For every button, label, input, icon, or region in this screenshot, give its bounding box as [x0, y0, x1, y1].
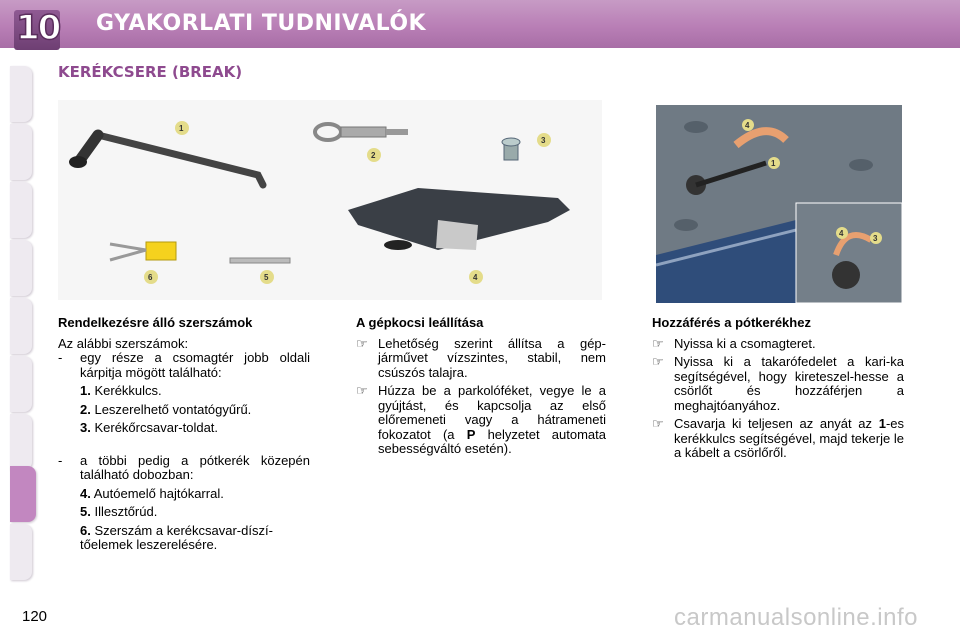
parking-step: ☞ Húzza be a parkolóféket, vegye le a gyújtást, és kapcsolja az első előremeneti vagy a hátrameneti fokozatot (a P helyzetet automata sebességváltó esetén).	[356, 383, 606, 456]
towing-eye-drawing	[315, 124, 408, 140]
callout-6: 6	[148, 273, 153, 282]
trunk-floor-illustration	[656, 105, 902, 303]
callout-4b: 4	[839, 229, 844, 238]
chapter-tab[interactable]	[10, 356, 32, 412]
page-number: 120	[22, 608, 48, 625]
pointing-hand-icon: ☞	[652, 354, 664, 369]
tools-group-1: - egy része a csomagtér jobb oldali kárpitja mögött található:	[58, 350, 310, 380]
callout-2: 2	[371, 151, 376, 160]
tools-heading: Rendelkezésre álló szerszámok	[58, 315, 253, 330]
callout-3: 3	[541, 136, 546, 145]
pointing-hand-icon: ☞	[356, 335, 368, 351]
rod-drawing	[230, 258, 290, 263]
trim-tool-drawing	[110, 242, 176, 260]
chapter-tabs	[0, 66, 34, 576]
chapter-title: GYAKORLATI TUDNIVALÓK	[96, 11, 427, 36]
pointing-hand-icon: ☞	[652, 416, 664, 431]
tool-item: 4. Autóemelő hajtókarral.	[80, 485, 224, 501]
tool-item: 3. Kerékőrcsavar-toldat.	[80, 420, 219, 435]
tool-item: 6. Szerszám a kerékcsavar-díszí-tőelemek leszerelésére.	[80, 522, 273, 552]
callout-1: 1	[771, 159, 776, 168]
callout-3: 3	[873, 234, 878, 243]
tool-item: 5. Illesztőrúd.	[80, 504, 158, 519]
tool-item: 1. Kerékkulcs.	[80, 383, 162, 398]
chapter-tab[interactable]	[10, 182, 32, 238]
tools-column	[58, 316, 310, 553]
spare-wheel-heading: Hozzáférés a pótkerékhez	[652, 315, 811, 330]
callout-4: 4	[745, 121, 750, 130]
tools-group-2: - a többi pedig a pótkerék közepén található dobozban:	[58, 452, 310, 482]
tools-illustration	[58, 100, 602, 300]
pointing-hand-icon: ☞	[652, 335, 664, 351]
wheel-wrench-drawing	[69, 135, 263, 185]
watermark: carmanualsonline.info	[674, 604, 918, 631]
chapter-tab[interactable]	[10, 124, 32, 180]
chapter-tab[interactable]	[10, 298, 32, 354]
jack-drawing	[348, 188, 570, 250]
parking-step: ☞ Lehetőség szerint állítsa a gép-járművet vízszintes, stabil, nem csúszós talajra.	[356, 335, 606, 380]
pointing-hand-icon: ☞	[356, 383, 368, 398]
chapter-tab[interactable]	[10, 414, 32, 470]
chapter-tab[interactable]	[10, 66, 32, 122]
chapter-number: 10	[16, 8, 60, 48]
section-title: KERÉKCSERE (BREAK)	[58, 63, 243, 81]
callout-5: 5	[264, 273, 269, 282]
spare-wheel-step: ☞ Nyissa ki a csomagteret.	[652, 335, 816, 351]
bolt-drawing	[502, 138, 520, 160]
parking-heading: A gépkocsi leállítása	[356, 315, 484, 330]
chapter-tab[interactable]	[10, 524, 32, 580]
callout-1: 1	[179, 124, 184, 133]
spare-wheel-step: ☞ Nyissa ki a takarófedelet a kari-ka segítségével, hogy kireteszel-hesse a csörlőt és hozzáférjen a meghajtóanyához.	[652, 354, 904, 413]
callout-4: 4	[473, 273, 478, 282]
tool-item: 2. Leszerelhető vontatógyűrű.	[80, 401, 252, 417]
chapter-tab-active[interactable]	[10, 466, 36, 522]
spare-wheel-step: ☞ Csavarja ki teljesen az anyát az 1-es kerékkulcs segítségével, majd tekerje le a kábelt a csörlőről.	[652, 416, 904, 460]
spare-wheel-column	[652, 316, 904, 461]
chapter-tab[interactable]	[10, 240, 32, 296]
parking-column	[356, 316, 606, 457]
tools-intro: Az alábbi szerszámok:	[58, 335, 189, 351]
